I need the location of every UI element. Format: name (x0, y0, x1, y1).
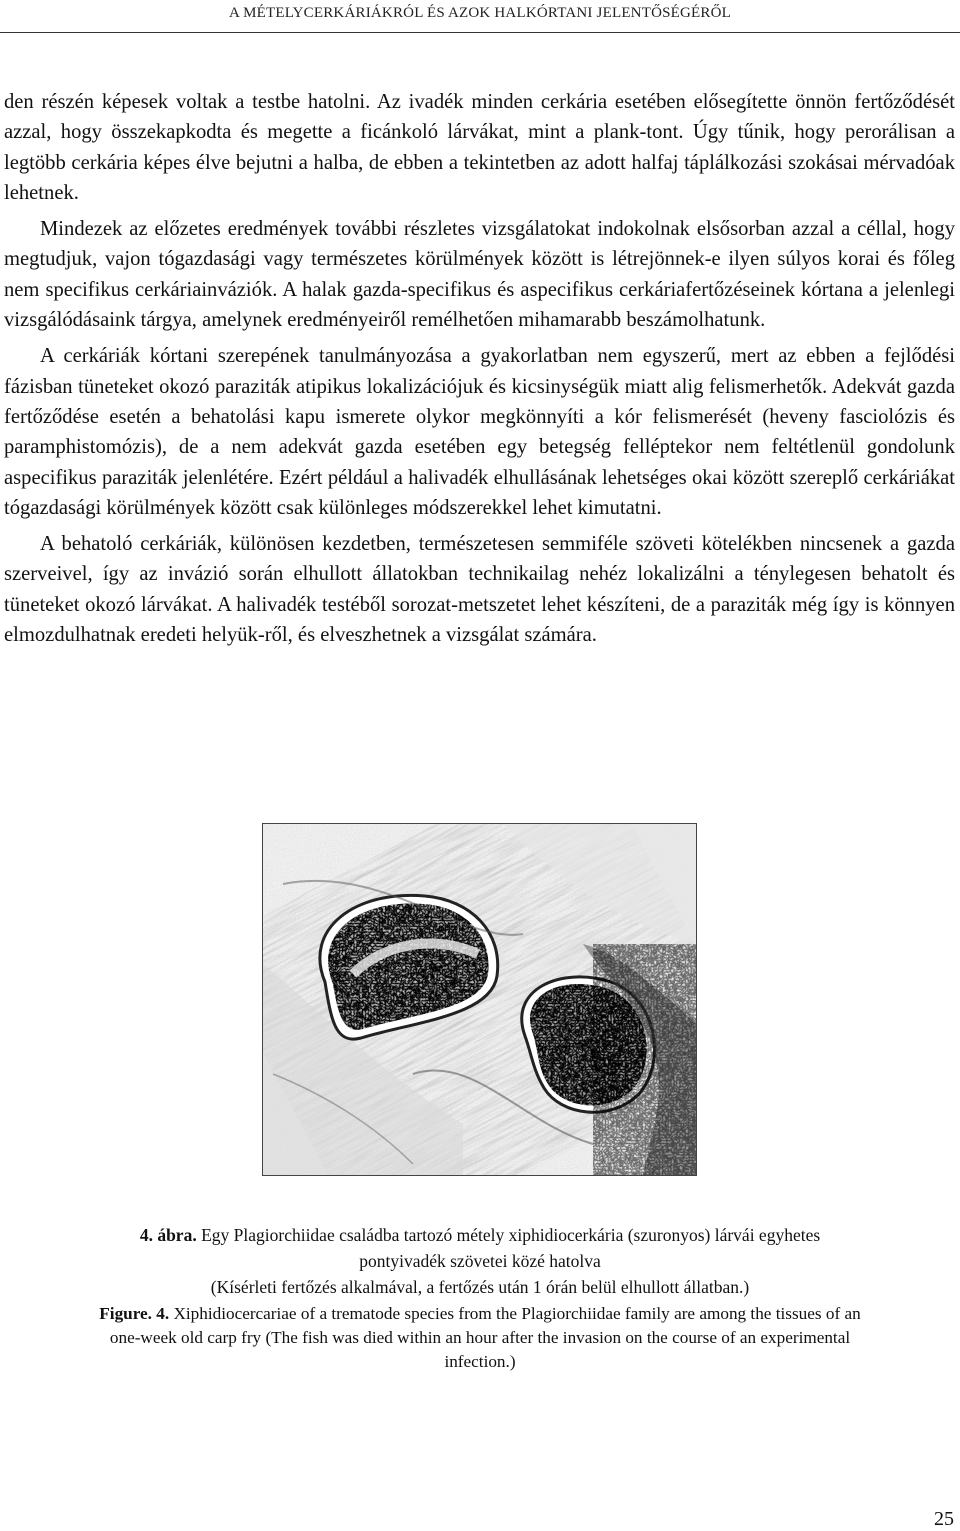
paragraph-3: A cerkáriák kórtani szerepének tanulmányozása a gyakorlatban nem egyszerű, mert az ebben a fejlődési fázisban tüneteket okozó paraziták atipikus lokalizációjuk és kicsinységük miatt alig felismerhetők. Adekvát gazda fertőződése esetén a behatolási kapu ismerete olykor megkönnyíti a kór felismerését (heveny fasciolózis és paramphistomózis), de a nem adekvát gazda esetében egy betegség felléptekor nem feltétlenül gondolunk aspecifikus paraziták jelenlétére. Ezért például a halivadék elhullásának lehetséges okai között szereplő cerkáriákat tógazdasági körülmények között csak különleges módszerekkel lehet kimutatni. (4, 345, 955, 519)
paragraph-2: Mindezek az előzetes eredmények további részletes vizsgálatokat indokolnak elsősorban azzal a céllal, hogy megtudjuk, vajon tógazdasági vagy természetes körülmények között is létrejönnek-e ilyen súlyos korai és főleg nem specifikus cerkáriainváziók. A halak gazda-specifikus és aspecifikus cerkáriafertőzéseinek kórtana a jelenlegi vizsgálódásaink tárgya, amelynek eredményeiről remélhetően mihamarabb beszámolhatunk. (4, 218, 955, 332)
header-divider (0, 32, 960, 33)
figure-label-hu: 4. ábra. (139, 1225, 197, 1245)
paragraph-1: den részén képesek voltak a testbe hatolni. Az ivadék minden cerkária esetében elősegítette önnön fertőződését azzal, hogy összekapkodta és megette a ficánkoló lárvákat, mint a plank-tont. Úgy tűnik, hogy perorálisan a legtöbb cerkária képes élve bejutni a halba, de ebben a tekintetben az adott halfaj táplálkozási szokásai mérvadóak lehetnek. (4, 91, 955, 204)
caption-hu-text-2: pontyivadék szövetei közé hatolva (359, 1251, 601, 1271)
histology-micrograph-image (263, 824, 696, 1175)
micrograph-figure (262, 823, 697, 1176)
caption-en-line-1 (18, 1302, 942, 1326)
figure-label-en: Figure. 4. (99, 1304, 170, 1323)
running-header: A MÉTELYCERKÁRIÁKRÓL ÉS AZOK HALKÓRTANI JELENTŐSÉGÉRŐL (228, 5, 732, 21)
figure-caption-hungarian (20, 1222, 940, 1300)
caption-en-text-3: infection.) (444, 1352, 516, 1371)
figure-caption-english (18, 1302, 942, 1374)
caption-en-text-1: Xiphidiocercariae of a trematode species from the Plagiorchiidae family are among the tissues of an (173, 1304, 861, 1323)
caption-en-text-2: one-week old carp fry (The fish was died within an hour after the invasion on the course of an experimental (109, 1328, 851, 1347)
caption-hu-line-1 (20, 1222, 940, 1248)
page-number: 25 (934, 1508, 954, 1530)
paragraph-4: A behatoló cerkáriák, különösen kezdetben, természetesen semmiféle szöveti kötelékben nincsenek a gazda szerveivel, így az invázió során elhullott állatokban technikailag nehéz lokalizálni a ténylegesen behatolt és tüneteket okozó lárvákat. A halivadék testéből sorozat-metszetet lehet készíteni, de a paraziták még így is könnyen elmozdulhatnak eredeti helyük-ről, és elveszhetnek a vizsgálat számára. (4, 533, 955, 647)
body-text (4, 87, 955, 656)
caption-hu-text-1: Egy Plagiorchiidae családba tartozó mételу xiphidiocerkária (szuronyos) lárvái egyhetes (201, 1225, 821, 1245)
caption-hu-note: (Kísérleti fertőzés alkalmával, a fertőzés után 1 órán belül elhullott állatban.) (210, 1277, 750, 1297)
